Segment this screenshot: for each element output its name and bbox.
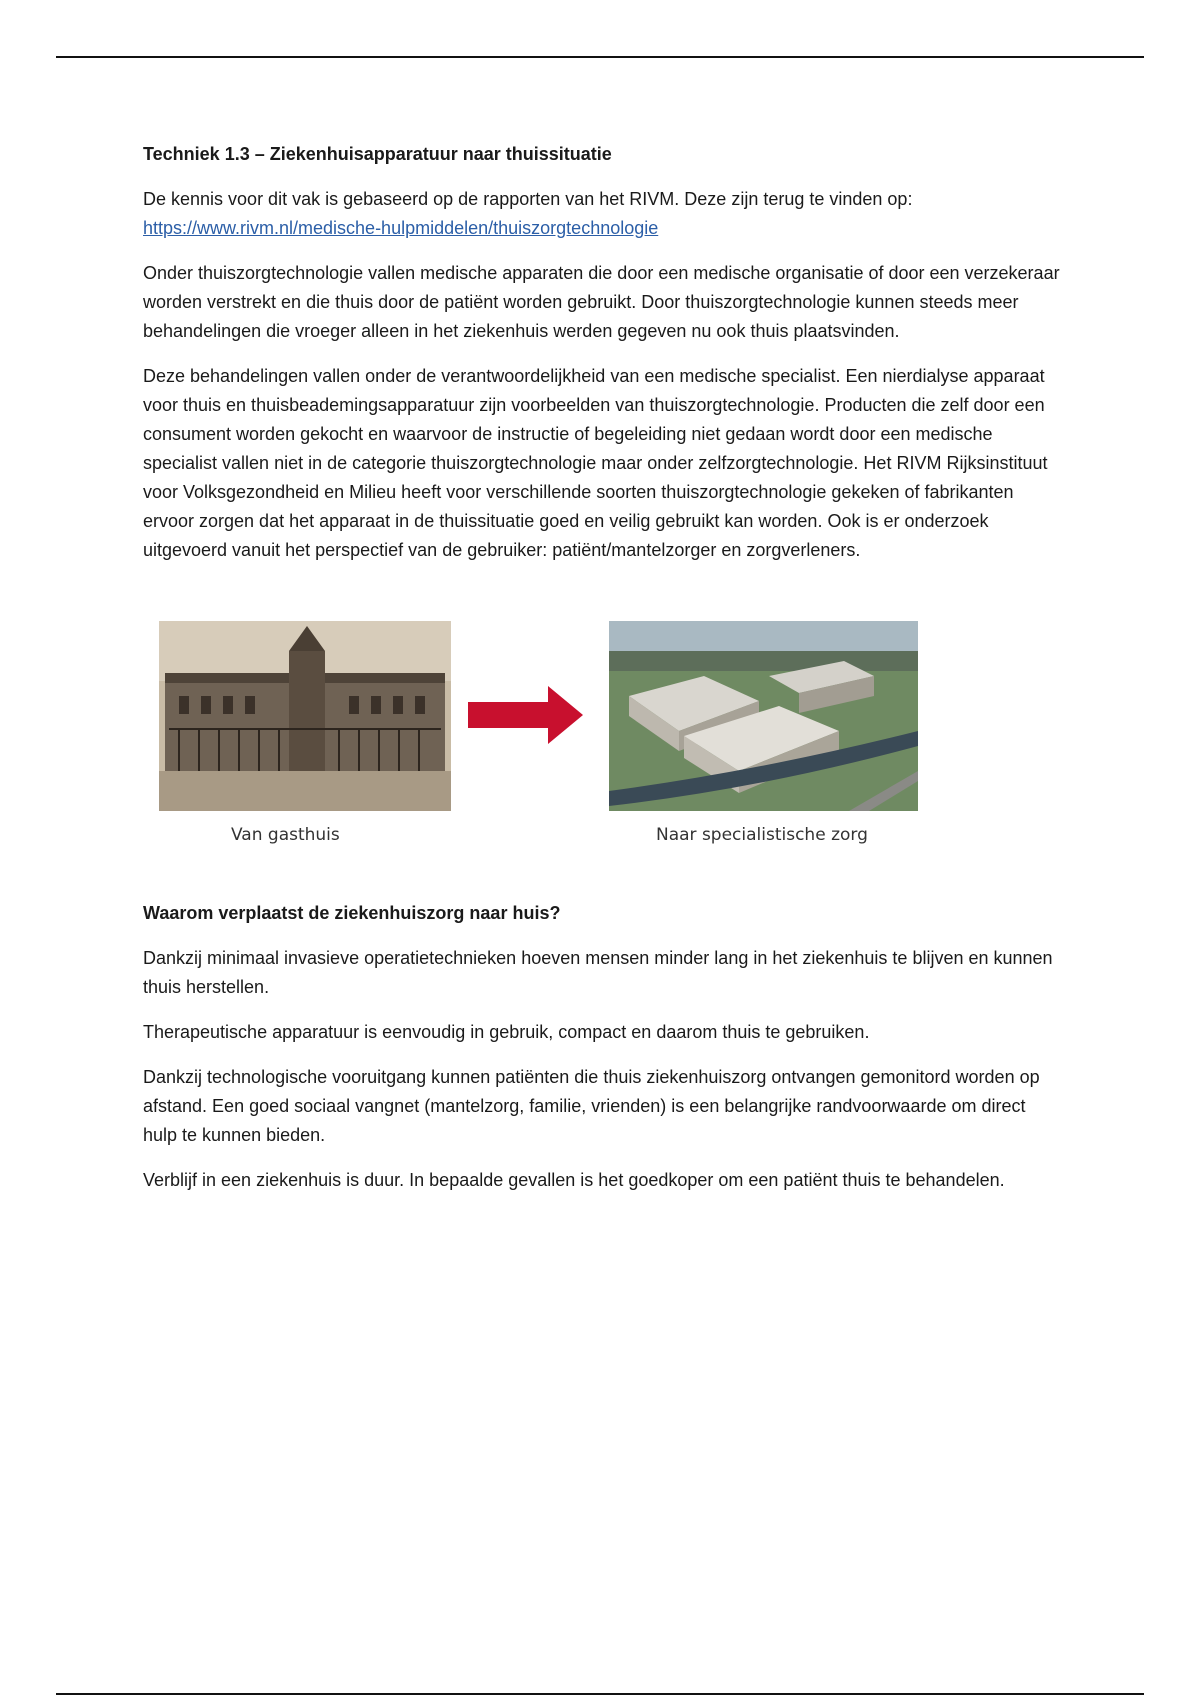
arrow-right-icon xyxy=(468,686,583,744)
header-rule xyxy=(56,56,1144,58)
left-caption: Van gasthuis xyxy=(231,825,340,845)
old-hospital-photo xyxy=(159,621,451,811)
modern-hospital-photo xyxy=(609,621,918,811)
footer-rule xyxy=(56,1693,1144,1695)
paragraph-1: Onder thuiszorgtechnologie vallen medische apparaten die door een medische organisatie of door een verzekeraar worden verstrekt en die thuis door de patiënt worden gebruikt. Door thuiszorgtechnologie kunnen steeds meer behandelingen die vroeger alleen in het ziekenhuis werden gegeven nu ook thuis plaatsvinden. xyxy=(143,263,1060,341)
page-title: Techniek 1.3 – Ziekenhuisapparatuur naar thuissituatie xyxy=(143,144,612,164)
reason-paragraph: Dankzij minimaal invasieve operatietechnieken hoeven mensen minder lang in het ziekenhuis te blijven en kunnen thuis herstellen. xyxy=(143,948,1053,997)
reason-paragraph: Dankzij technologische vooruitgang kunnen patiënten die thuis ziekenhuiszorg ontvangen gemonitord worden op afstand. Een goed sociaal vangnet (mantelzorg, familie, vrienden) is een belangrijke randvoorwaarde om direct hulp te kunnen bieden. xyxy=(143,1067,1040,1145)
comparison-figure xyxy=(143,621,1063,883)
section-heading: Waarom verplaatst de ziekenhuiszorg naar huis? xyxy=(143,903,561,923)
document-body xyxy=(143,140,1063,1211)
reason-paragraph: Verblijf in een ziekenhuis is duur. In bepaalde gevallen is het goedkoper om een patiënt thuis te behandelen. xyxy=(143,1170,1005,1190)
reason-paragraph: Therapeutische apparatuur is eenvoudig in gebruik, compact en daarom thuis te gebruiken. xyxy=(143,1022,870,1042)
right-caption: Naar specialistische zorg xyxy=(656,825,868,845)
reasons-section xyxy=(143,899,1063,1195)
intro-paragraph xyxy=(143,185,1063,243)
paragraph-2: Deze behandelingen vallen onder de verantwoordelijkheid van een medische specialist. Een nierdialyse apparaat voor thuis en thuisbeademingsapparatuur zijn voorbeelden van thuiszorgtechnologie. Producten die zelf door een consument worden gekocht en waarvoor de instructie of begeleiding niet gedaan wordt door een medische specialist vallen niet in de categorie thuiszorgtechnologie maar onder zelfzorgtechnologie. Het RIVM Rijksinstituut voor Volksgezondheid en Milieu heeft voor verschillende soorten thuiszorgtechnologie gekeken of fabrikanten ervoor zorgen dat het apparaat in de thuissituatie goed en veilig gebruikt kan worden. Ook is er onderzoek uitgevoerd vanuit het perspectief van de gebruiker: patiënt/mantelzorger en zorgverleners. xyxy=(143,366,1048,560)
intro-text: De kennis voor dit vak is gebaseerd op de rapporten van het RIVM. Deze zijn terug te vinden op: xyxy=(143,189,913,209)
rivm-link[interactable]: https://www.rivm.nl/medische-hulpmiddelen/thuiszorgtechnologie xyxy=(143,218,659,238)
